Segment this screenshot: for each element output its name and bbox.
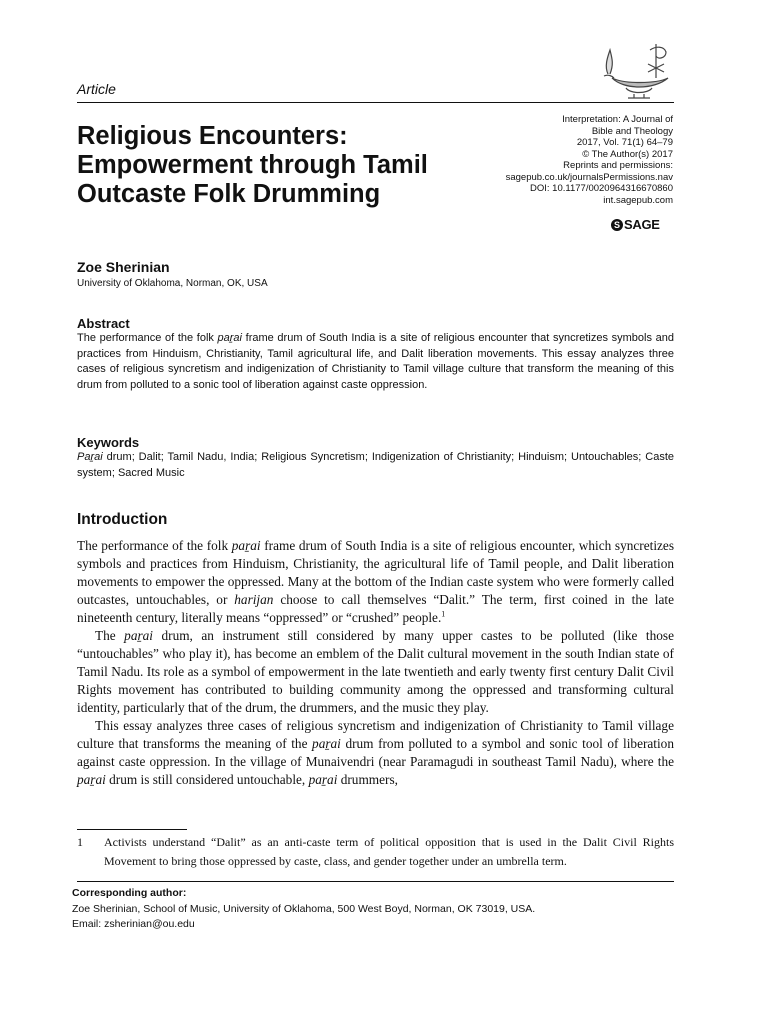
body-paragraph: The performance of the folk paṟai frame drum of South India is a site of religious encounter, which syncretizes symbols and practices from Hinduism, Christianity, the agricultural life of Tamil people, and Dalit liberation movements to empower the oppressed. Many at the bottom of the Indian caste system who were formerly called outcastes, untouchables, or harijan choose to call themselves “Dalit.” The term, first coined in the late nineteenth century, literally means “oppressed” or “crushed” people.$^1$ — [77, 538, 675, 625]
introduction-heading: Introduction — [77, 511, 168, 528]
abstract-heading: Abstract — [77, 316, 130, 331]
journal-info — [433, 114, 673, 206]
sage-logo-text: SAGE — [624, 217, 660, 232]
term-parai: paṟai — [217, 332, 242, 344]
correspondence-heading: Corresponding author: — [72, 887, 187, 899]
doi-link[interactable]: DOI: 10.1177/0020964316670860 — [530, 183, 673, 194]
permissions-link[interactable]: sagepub.co.uk/journalsPermissions.nav — [505, 171, 673, 183]
journal-lamp-logo — [594, 38, 684, 104]
journal-site-link[interactable]: int.sagepub.com — [603, 194, 673, 206]
term-parai: paṟai — [77, 772, 106, 787]
header-rule — [77, 102, 674, 103]
footnote-ref[interactable]: 1 — [441, 609, 446, 619]
sage-s-icon: S — [611, 219, 623, 231]
author-name: Zoe Sherinian — [77, 259, 170, 275]
term-parai: Paṟai — [77, 451, 103, 463]
journal-info-line: Bible and Theology — [591, 125, 673, 137]
journal-info-line: © The Author(s) 2017 — [582, 148, 673, 160]
article-type-label: Article — [77, 81, 116, 97]
author-affiliation: University of Oklahoma, Norman, OK, USA — [77, 278, 268, 289]
keywords-text: Paṟai drum; Dalit; Tamil Nadu, India; Religious Syncretism; Indigenization of Christianity; Hinduism; Untouchables; Caste system; Sacred Music — [77, 451, 674, 479]
journal-info-line: 2017, Vol. 71(1) 64–79 — [576, 137, 673, 148]
term-harijan: harijan — [234, 592, 274, 607]
journal-info-line: Reprints and permissions: — [563, 160, 673, 171]
term-parai: paṟai — [124, 628, 153, 643]
sage-logo — [611, 217, 660, 232]
keywords-heading: Keywords — [77, 435, 140, 450]
body-paragraph: The paṟai drum, an instrument still considered by many upper castes to be polluted (like those “untouchables” who play it), has become an emblem of the Dalit cultural movement in the south Indian state of Tamil Nadu. Its role as a symbol of empowerment in the late twentieth and early twenty first century Dalit Civil Rights movement has contributed to building community among the oppressed and transforming cultural identity, particularly that of the drum, the drummers, and the music they play. — [77, 628, 674, 715]
footnote-rule — [77, 829, 187, 830]
abstract-text: The performance of the folk paṟai frame drum of South India is a site of religious encounter that syncretizes symbols and practices from Hinduism, Christianity, Tamil agricultural life, and Dalit liberation movements. This essay analyzes three cases of religious syncretism and indigenization of Christianity to Tamil village culture that transform the meaning of this drum from polluted to a sonic tool of liberation against caste oppression. — [77, 332, 674, 391]
correspondence-email[interactable]: Email: zsherinian@ou.edu — [72, 918, 195, 930]
body-paragraph: This essay analyzes three cases of religious syncretism and indigenization of Christianity to Tamil village culture that transforms the meaning of the paṟai drum from polluted to a symbol and sonic tool of liberation against caste oppression. In the village of Munaivendri (near Paramagudi in southeast Tamil Nadu), where the paṟai drum is still considered untouchable, paṟai drummers, — [77, 718, 674, 787]
term-parai: paṟai — [231, 538, 261, 553]
term-parai: paṟai — [312, 736, 341, 751]
journal-info-line: Interpretation: A Journal of — [562, 114, 673, 125]
correspondence-address: Zoe Sherinian, School of Music, University of Oklahoma, 500 West Boyd, Norman, OK 73019, USA. — [72, 903, 536, 915]
correspondence-rule — [77, 881, 674, 882]
article-title: Religious Encounters: Empowerment through Tamil Outcaste Folk Drumming — [77, 122, 428, 208]
term-parai: paṟai — [308, 772, 338, 787]
footnote — [77, 833, 674, 871]
footnote-text: Activists understand “Dalit” as an anti-caste term of political opposition that is used in the Dalit Civil Rights Movement to bring those oppressed by caste, class, and gender together under an umbrella term. — [104, 835, 674, 868]
introduction-body — [77, 537, 674, 789]
footnote-number: 1 — [77, 835, 83, 849]
